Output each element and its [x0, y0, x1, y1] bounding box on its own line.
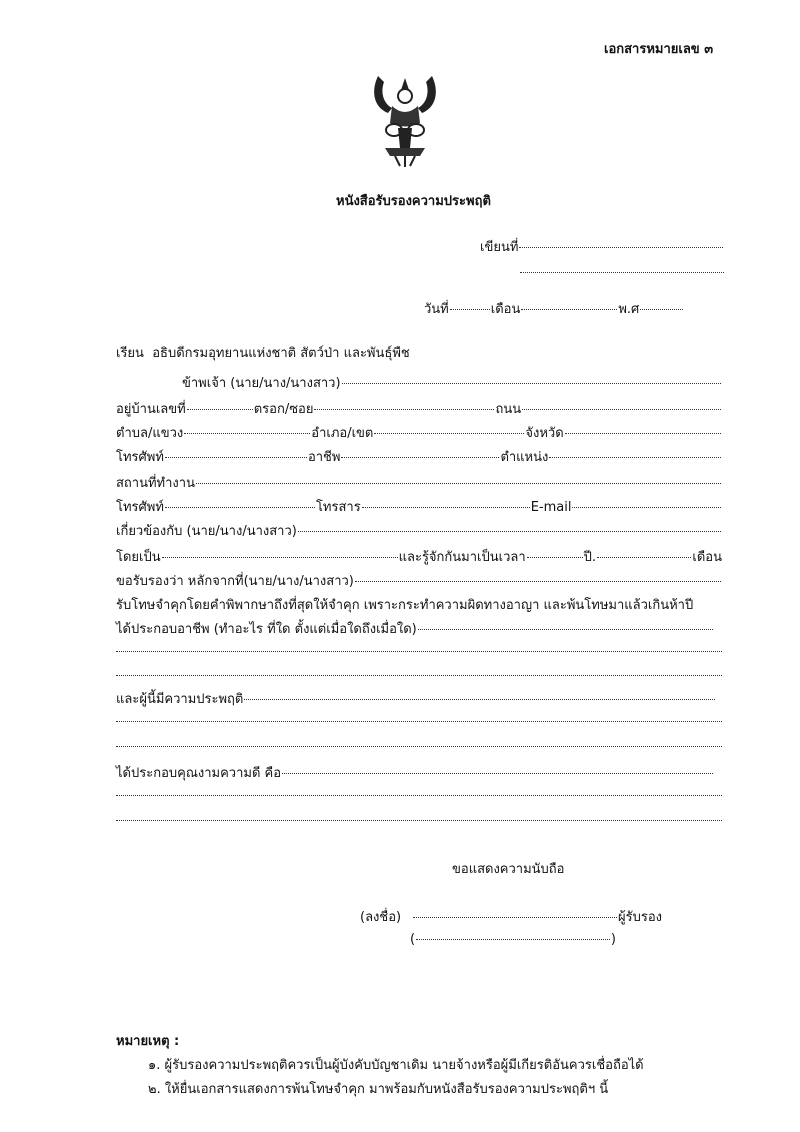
applicant-name-input[interactable]	[342, 383, 721, 384]
related-person-label: เกี่ยวข้องกับ (นาย/นาง/นางสาว)	[116, 524, 297, 539]
occupation-label: อาชีพ	[307, 450, 341, 465]
months-label: เดือน	[692, 550, 722, 565]
phone-label: โทรศัพท์	[116, 450, 164, 465]
open-paren: (	[410, 932, 416, 947]
good-deeds-row	[116, 762, 714, 783]
date-input[interactable]	[450, 309, 490, 310]
document-number: เอกสารหมายเลข ๓	[604, 42, 714, 57]
email-input[interactable]	[572, 507, 721, 508]
career-input-line3[interactable]	[116, 675, 722, 676]
document-title: หนังสือรับรองความประพฤติ	[336, 194, 491, 209]
certify-label: ขอรับรองว่า หลักจากที่(นาย/นาง/นางสาว)	[116, 574, 354, 589]
house-no-label: อยู่บ้านเลขที่	[116, 402, 186, 417]
signature-input[interactable]	[413, 917, 617, 918]
district-row	[116, 422, 722, 443]
career-input[interactable]	[418, 629, 713, 630]
work-phone-label: โทรศัพท์	[116, 500, 164, 515]
alley-label: ตรอก/ซอย	[253, 402, 314, 417]
behavior-label: และผู้นี้มีความประพฤติ	[116, 692, 244, 707]
fax-label: โทรสาร	[315, 500, 361, 515]
road-label: ถนน	[495, 402, 522, 417]
relationship-row	[116, 546, 722, 567]
behavior-input-line2[interactable]	[116, 721, 722, 722]
alley-input[interactable]	[314, 409, 494, 410]
province-input[interactable]	[565, 433, 721, 434]
email-label: E-mail	[530, 500, 572, 515]
related-person-input[interactable]	[298, 531, 721, 532]
applicant-name-label: ข้าพเจ้า (นาย/นาง/นางสาว)	[182, 376, 341, 391]
road-input[interactable]	[522, 409, 721, 410]
statement-text: รับโทษจำคุกโดยคำพิพากษาถึงที่สุดให้จำคุก เพราะกระทำความผิดทางอาญา และพ้นโทษมาแล้วเกินห้าปี	[116, 598, 694, 613]
position-input[interactable]	[549, 457, 721, 458]
related-person-row	[116, 520, 722, 541]
workplace-row	[116, 472, 722, 493]
subdistrict-input[interactable]	[184, 433, 310, 434]
year-input[interactable]	[640, 309, 683, 310]
signature-row	[360, 906, 662, 927]
position-label: ตำแหน่ง	[500, 450, 549, 465]
months-input[interactable]	[597, 557, 691, 558]
subdistrict-label: ตำบล/แขวง	[116, 426, 184, 441]
workplace-input[interactable]	[196, 483, 721, 484]
known-duration-label: และรู้จักกันมาเป็นเวลา	[398, 550, 526, 565]
sign-label: (ลงชื่อ)	[360, 910, 402, 925]
behavior-input-line3[interactable]	[116, 746, 722, 747]
note-item-2: ๒. ให้ยื่นเอกสารแสดงการพ้นโทษจำคุก มาพร้อมกับหนังสือรับรองความประพฤติฯ นี้	[148, 1082, 609, 1097]
certifier-label: ผู้รับรอง	[618, 910, 662, 925]
date-label: วันที่	[424, 302, 449, 317]
salutation	[116, 342, 410, 363]
printed-name-input[interactable]	[416, 939, 610, 940]
workplace-label: สถานที่ทำงาน	[116, 476, 195, 491]
phone-input[interactable]	[165, 457, 307, 458]
district-label: อำเภอ/เขต	[311, 426, 374, 441]
house-no-input[interactable]	[187, 409, 253, 410]
career-row	[116, 618, 714, 639]
salutation-recipient: อธิบดีกรมอุทยานแห่งชาติ สัตว์ป่า และพันธุ์พืช	[152, 346, 410, 361]
fax-input[interactable]	[362, 507, 530, 508]
written-at-input-line2[interactable]	[520, 272, 724, 273]
good-deeds-label: ได้ประกอบคุณงามความดี คือ	[116, 766, 282, 781]
written-at-label: เขียนที่	[480, 240, 519, 255]
note-item-1: ๑. ผู้รับรองความประพฤติควรเป็นผู้บังคับบัญชาเดิม นายจ้างหรือผู้มีเกียรติอันควรเชื่อถือได้	[148, 1058, 644, 1073]
good-deeds-input[interactable]	[282, 773, 713, 774]
work-phone-input[interactable]	[165, 507, 315, 508]
good-deeds-input-line3[interactable]	[116, 820, 722, 821]
certified-person-input[interactable]	[355, 581, 721, 582]
garuda-emblem-icon	[370, 68, 440, 168]
work-contact-row	[116, 496, 722, 517]
printed-name-row	[410, 932, 616, 947]
notes-title: หมายเหตุ :	[116, 1034, 180, 1049]
applicant-name-row	[182, 372, 722, 393]
behavior-input[interactable]	[244, 699, 715, 700]
contact-row	[116, 446, 722, 467]
career-label: ได้ประกอบอาชีพ (ทำอะไร ที่ใด ตั้งแต่เมื่อใดถึงเมื่อใด)	[116, 622, 417, 637]
year-label: พ.ศ	[618, 302, 640, 317]
years-label: ปี.	[583, 550, 597, 565]
behavior-row	[116, 688, 716, 709]
written-at-field[interactable]	[480, 236, 724, 257]
occupation-input[interactable]	[341, 457, 499, 458]
district-input[interactable]	[374, 433, 524, 434]
salutation-label: เรียน	[116, 346, 144, 361]
years-input[interactable]	[527, 557, 583, 558]
month-input[interactable]	[521, 309, 617, 310]
relationship-label: โดยเป็น	[116, 550, 161, 565]
career-input-line2[interactable]	[116, 651, 722, 652]
month-label: เดือน	[490, 302, 521, 317]
good-deeds-input-line2[interactable]	[116, 795, 722, 796]
address-row	[116, 398, 722, 419]
certify-row	[116, 570, 722, 591]
closing-text: ขอแสดงความนับถือ	[452, 862, 565, 877]
written-at-input[interactable]	[519, 247, 723, 248]
relationship-input[interactable]	[162, 557, 398, 558]
date-row	[424, 298, 684, 319]
close-paren: )	[610, 932, 616, 947]
province-label: จังหวัด	[525, 426, 564, 441]
